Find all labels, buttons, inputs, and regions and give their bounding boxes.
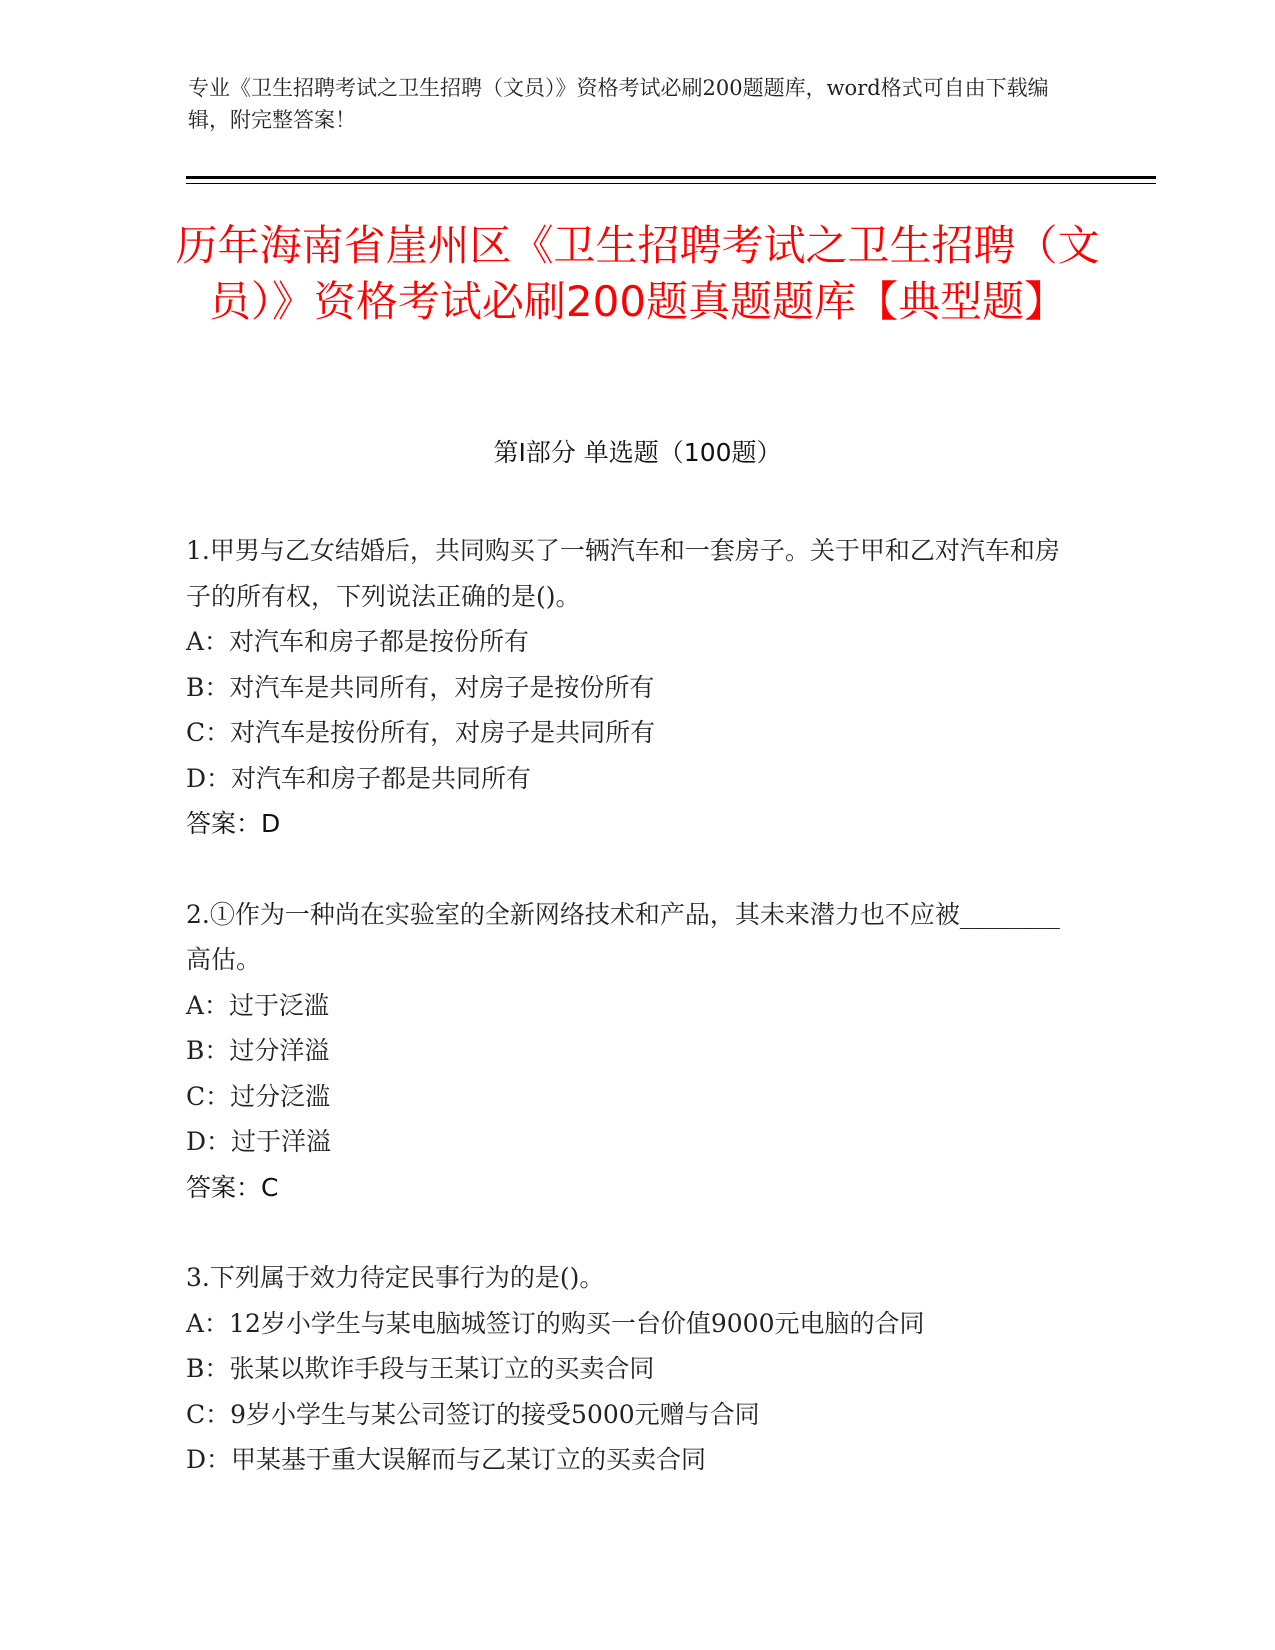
- option-b: B：张某以欺诈手段与王某订立的买卖合同: [186, 1354, 655, 1383]
- header-note: 专业《卫生招聘考试之卫生招聘（文员）》资格考试必刷200题题库，word格式可自由下载编辑，附完整答案！: [188, 76, 1049, 132]
- option-d: D：过于洋溢: [186, 1127, 332, 1156]
- question-stem: 2.①作为一种尚在实验室的全新网络技术和产品，其未来潜力也不应被________高估。: [186, 899, 1060, 974]
- question-stem: 1.甲男与乙女结婚后，共同购买了一辆汽车和一套房子。关于甲和乙对汽车和房子的所有权，下列说法正确的是()。: [186, 536, 1060, 611]
- option-d: D：甲某基于重大误解而与乙某订立的买卖合同: [186, 1445, 707, 1474]
- answer-line: 答案：D: [186, 809, 281, 838]
- option-c: C：对汽车是按份所有，对房子是共同所有: [186, 718, 656, 747]
- option-d: D：对汽车和房子都是共同所有: [186, 763, 532, 793]
- option-c: C：过分泛滥: [186, 1081, 331, 1111]
- header-divider-thin: [186, 183, 1156, 184]
- option-b: B：过分洋溢: [186, 1036, 330, 1065]
- option-a: A：过于泛滥: [186, 990, 330, 1020]
- option-c: C：9岁小学生与某公司签订的接受5000元赠与合同: [186, 1399, 760, 1429]
- question-list: [186, 528, 1066, 1528]
- option-b: B：对汽车是共同所有，对房子是按份所有: [186, 672, 655, 702]
- answer-line: 答案：C: [186, 1172, 279, 1202]
- question-stem: 3.下列属于效力待定民事行为的是()。: [186, 1263, 605, 1292]
- document-title: 历年海南省崖州区《卫生招聘考试之卫生招聘（文员）》资格考试必刷200题真题题库【典型题】: [175, 221, 1100, 326]
- question-3: [186, 1255, 1066, 1483]
- header-divider-thick: [186, 176, 1156, 179]
- option-a: A：对汽车和房子都是按份所有: [186, 627, 530, 656]
- question-1: [186, 528, 1066, 847]
- question-2: [186, 892, 1066, 1211]
- option-a: A：12岁小学生与某电脑城签订的购买一台价值9000元电脑的合同: [186, 1308, 925, 1338]
- section-title: 第I部分 单选题（100题）: [493, 438, 782, 467]
